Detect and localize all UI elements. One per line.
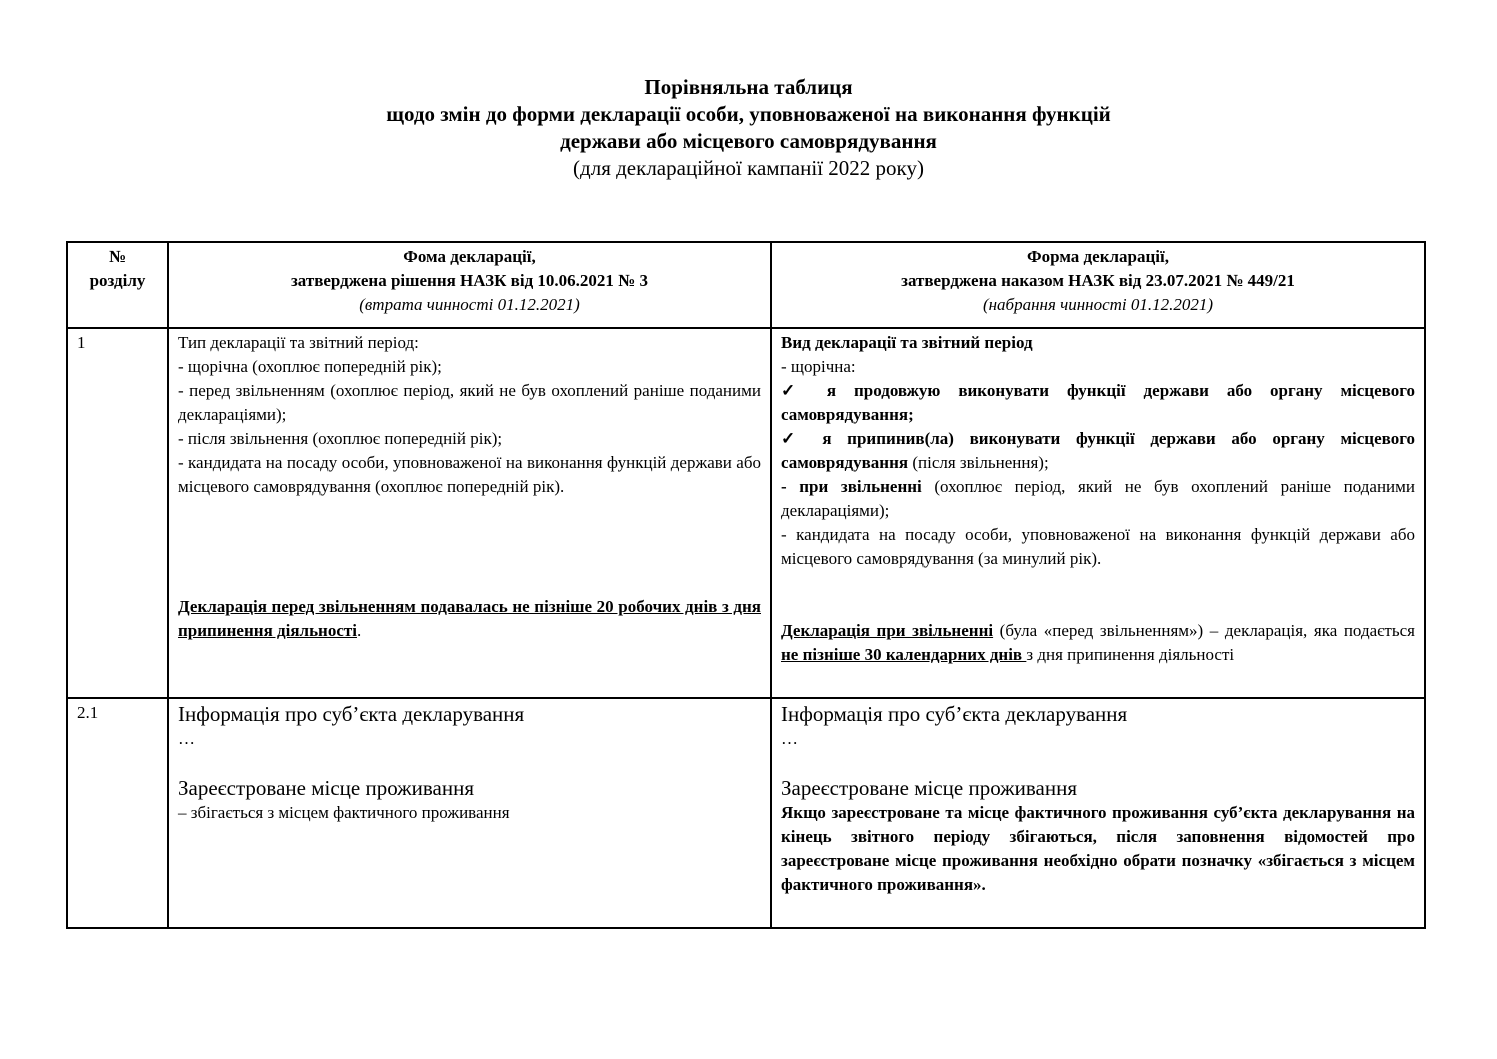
list-item: - щорічна (охоплює попередній рік); <box>178 357 442 376</box>
old-deadline-note-end: . <box>356 621 362 640</box>
check-icon: ✓ <box>781 381 809 400</box>
new-deadline-note-bold: Декларація при звільненні <box>781 621 994 640</box>
section-number: 1 <box>67 328 168 698</box>
comparison-table <box>66 241 1426 929</box>
list-item: - кандидата на посаду особи, уповноваженої на виконання функцій держави або місцевого самоврядування (за минулий рік). <box>781 525 1415 568</box>
spacer <box>178 523 761 547</box>
list-item-rest: (охоплює період, який не був охоплений раніше поданими деклараціями); <box>781 477 1415 520</box>
header-old-form <box>168 242 771 328</box>
old-type-heading: Тип декларації та звітний період: <box>178 333 419 352</box>
registered-address-text: – збігається з місцем фактичного проживання <box>178 803 510 822</box>
spacer <box>178 499 761 523</box>
row1-old-form-cell <box>168 328 771 698</box>
header-new-form-validity: (набрання чинності 01.12.2021) <box>982 295 1214 314</box>
new-deadline-note-end: з дня припинення діяльності <box>1026 645 1235 664</box>
list-item: - щорічна: <box>781 357 856 376</box>
table-row <box>67 328 1425 698</box>
new-deadline-note-bold2: не пізніше 30 календарних днів <box>781 645 1027 664</box>
list-item: - кандидата на посаду особи, уповноваженої на виконання функцій держави або місцевого самоврядування (охоплює попередній рік). <box>178 453 761 496</box>
spacer <box>781 571 1415 595</box>
header-section-number <box>67 242 168 328</box>
registered-address-text: Якщо зареєстроване та місце фактичного проживання суб’єкта декларування на кінець звітного періоду збігаються, після заповнення відомостей про зареєстроване місце проживання необхідно обрати позначку «збігається з місцем фактичного проживання». <box>781 803 1415 894</box>
spacer <box>178 751 761 775</box>
table-row <box>67 698 1425 928</box>
ellipsis: … <box>178 729 195 748</box>
title-line-1: Порівняльна таблиця <box>644 75 853 99</box>
checkbox-option-suffix: (після звільнення); <box>908 453 1049 472</box>
registered-address-heading: Зареєстроване місце проживання <box>781 776 1078 800</box>
document-title <box>0 74 1497 182</box>
spacer <box>178 547 761 571</box>
new-deadline-note <box>781 619 1415 667</box>
checkbox-option-label: я продовжую виконувати функції держави або органу місцевого самоврядування; <box>781 381 1415 424</box>
ellipsis: … <box>781 729 798 748</box>
header-old-form-validity: (втрата чинності 01.12.2021) <box>359 295 580 314</box>
table-header-row <box>67 242 1425 328</box>
subject-info-heading: Інформація про суб’єкта декларування <box>178 702 525 726</box>
new-deadline-note-mid: (була «перед звільненням») – декларація, яка подається <box>993 621 1415 640</box>
spacer <box>781 751 1415 775</box>
list-item <box>781 475 1415 523</box>
registered-address-heading: Зареєстроване місце проживання <box>178 776 475 800</box>
old-deadline-note <box>178 595 761 643</box>
header-new-form-approval: затверджена наказом НАЗК від 23.07.2021 № 449/21 <box>901 271 1295 290</box>
new-type-heading: Вид декларації та звітний період <box>781 333 1033 352</box>
check-icon: ✓ <box>781 429 807 448</box>
title-line-2: щодо змін до форми декларації особи, уповноваженої на виконання функцій <box>386 102 1111 126</box>
spacer <box>178 571 761 595</box>
list-item-bold: - при звільненні <box>781 477 922 496</box>
title-line-3: держави або місцевого самоврядування <box>560 129 937 153</box>
header-old-form-approval: затверджена рішення НАЗК від 10.06.2021 № 3 <box>290 271 649 290</box>
subject-info-heading: Інформація про суб’єкта декларування <box>781 702 1128 726</box>
header-num-label: розділу <box>89 271 146 290</box>
list-item: - після звільнення (охоплює попередній рік); <box>178 429 503 448</box>
header-new-form-title: Форма декларації, <box>1027 247 1169 266</box>
spacer <box>781 595 1415 619</box>
old-deadline-note-text: Декларація перед звільненням подавалась не пізніше 20 робочих днів з дня припинення діяльності <box>178 597 761 640</box>
header-new-form <box>771 242 1425 328</box>
row1-new-form-cell <box>771 328 1425 698</box>
list-item: - перед звільненням (охоплює період, який не був охоплений раніше поданими деклараціями); <box>178 381 761 424</box>
row2-old-form-cell <box>168 698 771 928</box>
checkbox-option-stopped <box>781 427 1415 475</box>
checkbox-option-label: я припинив(ла) виконувати функції держави або органу місцевого самоврядування <box>781 429 1416 472</box>
section-number: 2.1 <box>67 698 168 928</box>
title-line-4: (для деклараційної кампанії 2022 року) <box>573 156 924 180</box>
checkbox-option-continue <box>781 379 1415 427</box>
header-old-form-title: Фома декларації, <box>403 247 536 266</box>
row2-new-form-cell <box>771 698 1425 928</box>
header-num-symbol: № <box>108 247 127 266</box>
